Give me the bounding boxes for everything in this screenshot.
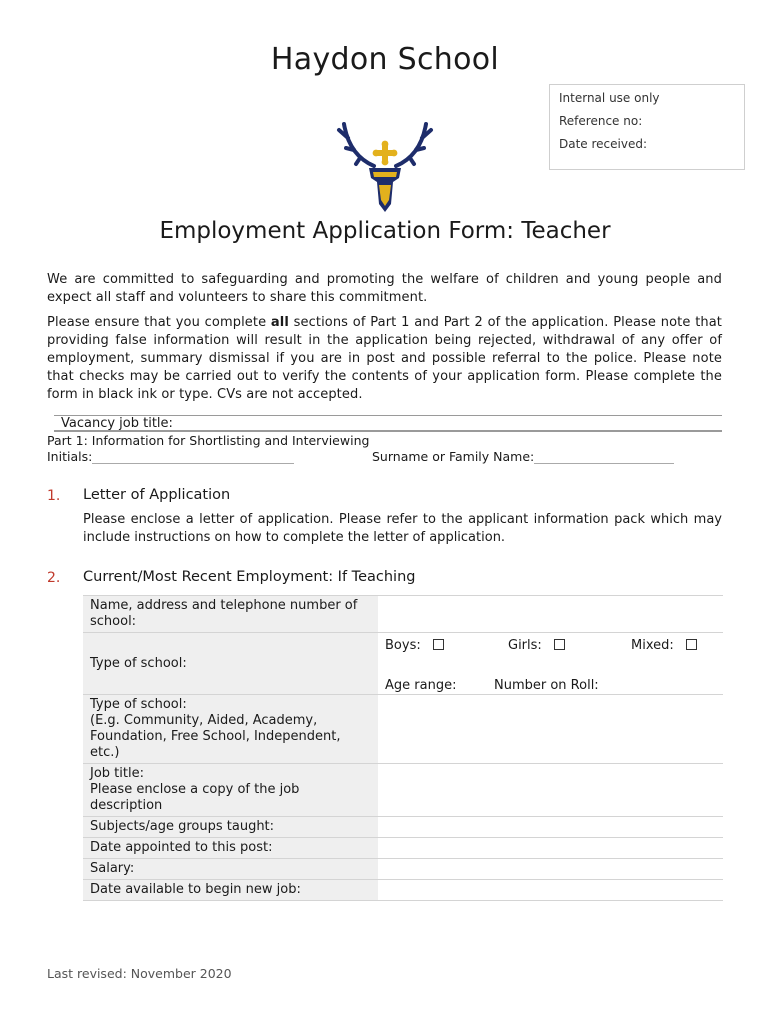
emphasis-all: all bbox=[270, 315, 289, 330]
mixed-option[interactable]: Mixed: bbox=[631, 638, 697, 654]
job-title-input[interactable] bbox=[378, 764, 723, 817]
girls-option[interactable]: Girls: bbox=[508, 638, 565, 654]
reference-no-field[interactable]: Reference no: bbox=[559, 114, 643, 128]
number-on-roll-field[interactable]: Number on Roll: bbox=[494, 678, 599, 693]
section1-title: Letter of Application bbox=[83, 487, 231, 503]
subjects-input[interactable] bbox=[378, 817, 723, 838]
boys-checkbox[interactable] bbox=[433, 639, 444, 650]
table-row bbox=[83, 838, 723, 859]
surname-label: Surname or Family Name: bbox=[372, 449, 535, 464]
part1-heading: Part 1: Information for Shortlisting and Interviewing bbox=[47, 433, 370, 448]
section2-number: 2. bbox=[47, 570, 61, 586]
table-row bbox=[83, 596, 723, 633]
initials-line[interactable] bbox=[92, 449, 294, 464]
mixed-checkbox[interactable] bbox=[686, 639, 697, 650]
school-name: Haydon School bbox=[270, 42, 500, 77]
date-available-input[interactable] bbox=[378, 880, 723, 901]
salary-input[interactable] bbox=[378, 859, 723, 880]
commitment-paragraph: We are committed to safeguarding and promoting the welfare of children and young people and expect all staff and volunteers to share this commitment. bbox=[47, 272, 722, 305]
salary-label: Salary: bbox=[83, 859, 378, 880]
surname-field[interactable] bbox=[372, 449, 674, 464]
form-title: Employment Application Form: Teacher bbox=[159, 218, 611, 244]
table-row bbox=[83, 817, 723, 838]
last-revised: Last revised: November 2020 bbox=[47, 966, 232, 981]
type-of-school-label: Type of school: bbox=[83, 633, 378, 695]
job-title-label: Job title: Please enclose a copy of the job description bbox=[83, 764, 378, 817]
internal-use-box bbox=[549, 84, 745, 170]
type-of-school-detail-input[interactable] bbox=[378, 695, 723, 764]
school-name-address-input[interactable] bbox=[378, 596, 723, 633]
initials-label: Initials: bbox=[47, 449, 93, 464]
internal-use-title: Internal use only bbox=[559, 91, 660, 105]
subjects-label: Subjects/age groups taught: bbox=[83, 817, 378, 838]
initials-field[interactable] bbox=[47, 449, 294, 464]
date-appointed-label: Date appointed to this post: bbox=[83, 838, 378, 859]
vacancy-job-title-field[interactable]: Vacancy job title: bbox=[54, 415, 722, 432]
date-received-field[interactable]: Date received: bbox=[559, 137, 648, 151]
table-row bbox=[83, 880, 723, 901]
employment-table bbox=[83, 595, 723, 901]
instructions-paragraph: Please ensure that you complete all sections of Part 1 and Part 2 of the application. Please note that providing false information will result in the application being rejected, withdrawal of any offer of employment, summary dismissal if you are in post and possible referral to the police. Please note that checks may be carried out to verify the contents of your application form. Please complete the form in black ink or type. CVs are not accepted. bbox=[47, 315, 722, 402]
table-row bbox=[83, 859, 723, 880]
date-available-label: Date available to begin new job: bbox=[83, 880, 378, 901]
section1-body: Please enclose a letter of application. Please refer to the applicant information pack which may include instructions on how to complete the letter of application. bbox=[83, 512, 722, 545]
table-row bbox=[83, 695, 723, 764]
type-of-school-detail-label: Type of school: (E.g. Community, Aided, Academy, Foundation, Free School, Independent, etc.) bbox=[83, 695, 378, 764]
age-range-field[interactable]: Age range: bbox=[385, 678, 457, 693]
section2-title: Current/Most Recent Employment: If Teaching bbox=[83, 569, 416, 585]
school-name-address-label: Name, address and telephone number of school: bbox=[83, 596, 378, 633]
date-appointed-input[interactable] bbox=[378, 838, 723, 859]
table-row bbox=[83, 764, 723, 817]
surname-line[interactable] bbox=[534, 449, 674, 464]
table-row bbox=[83, 633, 723, 695]
section1-number: 1. bbox=[47, 488, 61, 504]
stag-crest-icon bbox=[336, 118, 434, 216]
girls-checkbox[interactable] bbox=[554, 639, 565, 650]
boys-option[interactable]: Boys: bbox=[385, 638, 444, 654]
